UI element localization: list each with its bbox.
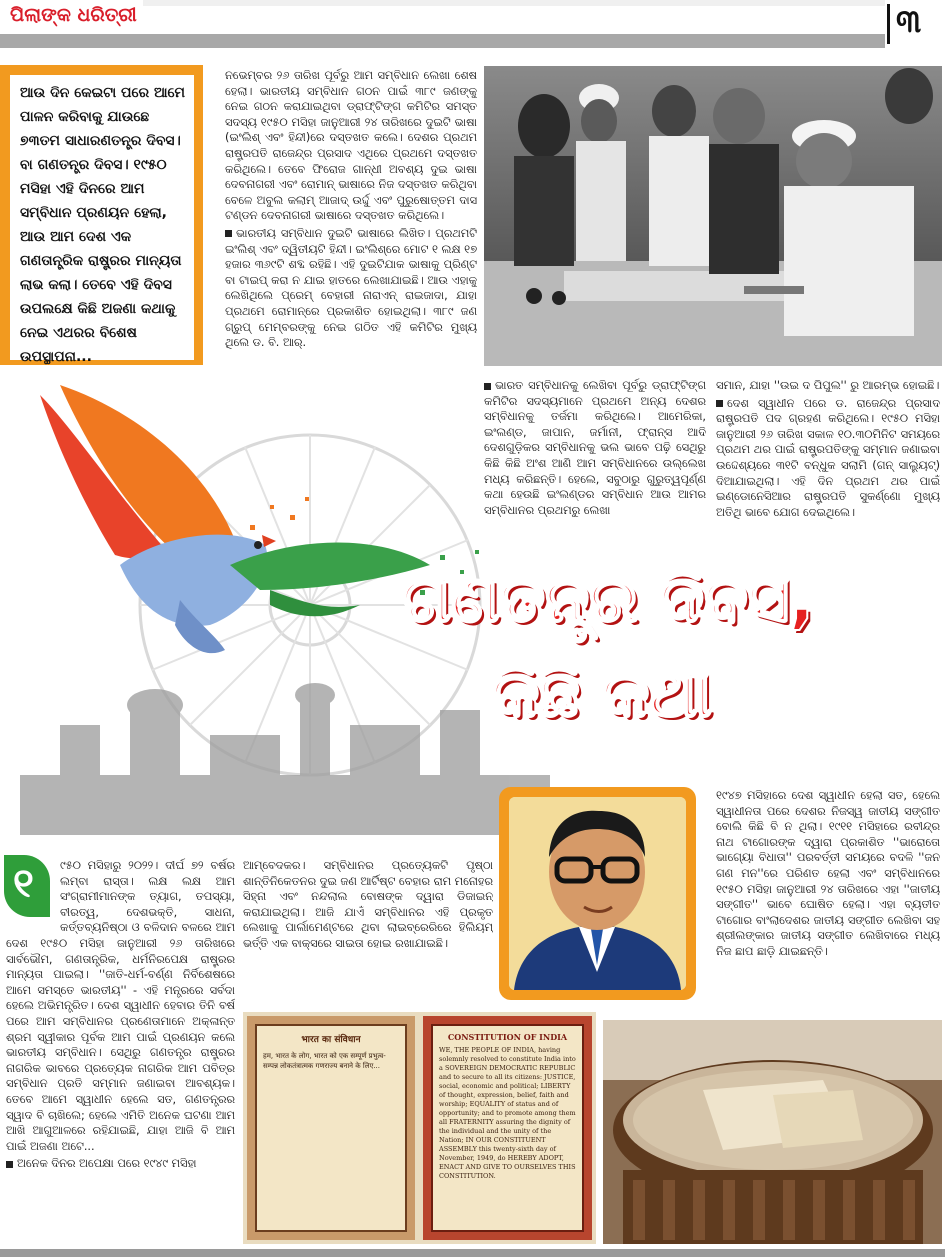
column-bottom-left-para2: ଅନେକ ଦିନର ଅପେକ୍ଷା ପରେ ୧୯୪୯ ମସିହା [17,1157,197,1171]
column-top-middle-para2-wrap [225,226,477,351]
column-bottom-middle-text: ଆମ୍ବେଦକର। ସମ୍ବିଧାନର ପ୍ରତ୍ୟେକଟି ପୃଷ୍ଠା ଶାନ୍ତିନିକେତନର ଦୁଇ ଜଣ ଆର୍ଟିଷ୍ଟ ବେହାର ରାମ ମନୋହର ସିହ୍ନା ଏବଂ ନନ୍ଦଲାଲ ବୋଷଙ୍କ ଦ୍ୱାରା ଡିଜାଇନ୍ କରାଯାଇଥିଲା। ଆଜି ଯାଏଁ ସମ୍ବିଧାନର ଏହି ପ୍ରକୃତ ଲେଖାକୁ ପାର୍ଲାମେଣ୍ଟରେ ଥିବା ଲାଇବ୍ରେରିରେ ହିଲିୟମ୍ ଭର୍ତ୍ତି ଏକ ବାକ୍ସରେ ସାଇତା ହୋଇ ରଖାଯାଇଛି। [243,859,493,950]
bullet-icon [6,1161,13,1168]
manuscript-hindi-border [255,1024,407,1232]
signing-photo-art [484,66,942,366]
intro-text: ଆଉ ଦିନ କେଇଟା ପରେ ଆମେ ପାଳନ କରିବାକୁ ଯାଉଛେ ୭୩ତମ ସାଧାରଣତନ୍ତ୍ର ଦିବସ। ବା ଗଣତନ୍ତ୍ର ଦିବସ। ୧୯୫୦ ମସିହା ଏହି ଦିନରେ ଆମ ସମ୍ବିଧାନ ପ୍ରଣୟନ ହେଲା, ଆଉ ଆମ ଦେଶ ଏକ ଗଣତାନ୍ତ୍ରିକ ରାଷ୍ଟ୍ରର ମାନ୍ୟତା ଲାଭ କଲା। ତେବେ ଏହି ଦିବସ ଉପଲକ୍ଷେ କିଛି ଅଜଣା କଥାକୁ ନେଇ ଏଥରର ବିଶେଷ ଉପସ୍ଥାପନା... [20,85,186,365]
bullet-icon [225,230,232,237]
header-gray-rule [0,34,885,48]
headline-line2: କିଛି କଥା [492,658,712,732]
column-anthem-text: ୧୯୪୭ ମସିହାରେ ଦେଶ ସ୍ୱାଧୀନ ହେଲା ସତ, ହେଲେ ସ୍ୱାଧୀନତା ପରେ ଦେଶର ନିଜସ୍ୱ ଜାତୀୟ ସଙ୍ଗୀତ ବୋଲି କିଛି ବି ନ ଥିଲା। ୧୯୧୧ ମସିହାରେ ରବୀନ୍ଦ୍ର ନାଥ ଟାଗୋରଙ୍କ ଦ୍ୱାରା ପ୍ରକାଶିତ ''ଭାରୋତୋ ଭାଗ୍ୟୋ ବିଧାତା'' ପରବର୍ତ୍ତୀ ସମୟରେ ବଦଳି ''ଜନ ଗଣ ମନ''ରେ ପରିଣତ ହେଲା ଏବଂ ସମ୍ବିଧାନରେ ୧୯୫୦ ମସିହା ଜାନୁଆରୀ ୨୪ ତାରିଖରେ ଏହା ''ଜାତୀୟ ସଙ୍ଗୀତ'' ଭାବେ ଘୋଷିତ ହେଲା। ଏହା ବ୍ୟତୀତ ଟାଗୋର ବାଂଲାଦେଶର ଜାତୀୟ ସଙ୍ଗୀତ ଲେଖିବା ସହ ଶ୍ରୀଲଙ୍କାର ଜାତୀୟ ସଙ୍ଗୀତ ଲେଖିବାରେ ମଧ୍ୟ ନିଜ ଛାପ ଛାଡ଼ି ଯାଇଛନ୍ତି। [716,789,940,958]
manuscript-english-page [423,1016,592,1240]
page-number-divider [887,4,890,44]
header-bar [0,0,945,52]
ambedkar-portrait-art [509,797,686,990]
column-bottom-left-para1: ୯୫୦ ମସିହାରୁ ୨୦୨୨। ଦୀର୍ଘ ୭୨ ବର୍ଷର ଲମ୍ବା ରାସ୍ତା। ଲକ୍ଷ ଲକ୍ଷ ଆମ ସଂଗ୍ରାମୀମାନଙ୍କ ତ୍ୟାଗ, ତପସ୍ୟା, ବୀରତ୍ୱ, ଦେଶଭକ୍ତି, ସାଧନା, କର୍ତ୍ତବ୍ୟନିଷ୍ଠା ଓ ବଳିଦାନ ବଳରେ ଆମ ଦେଶ ୧୯୫୦ ମସିହା ଜାନୁଆରୀ ୨୬ ତାରିଖରେ ସାର୍ବଭୌମ, ଗଣତାନ୍ତ୍ରିକ, ଧର୍ମନିରପେକ୍ଷ ରାଷ୍ଟ୍ରର ମାନ୍ୟତା ପାଇଲା। ''ଜାତି-ଧର୍ମ-ବର୍ଣ୍ଣ ନିର୍ବିଶେଷରେ ଆମେ ସମସ୍ତେ ଭାରତୀୟ'' - ଏହି ମନ୍ତ୍ରରେ ସର୍ବଦା ହେଲେ ଅଭିମନ୍ତ୍ରିତ। ଦେଶ ସ୍ୱାଧୀନ ହେବାର ତିନି ବର୍ଷ ପରେ ଆମ ସମ୍ବିଧାନର ପ୍ରଣେତାମାନେ ଅକ୍ଳାନ୍ତ ଶ୍ରମ ସ୍ୱୀକାର ପୂର୍ବକ ଆମ ପାଇଁ ପ୍ରଣୟନ କଲେ ଭାରତୀୟ ସମ୍ବିଧାନ। ସେଥିରୁ ଗଣତନ୍ତ୍ର ରାଷ୍ଟ୍ରର ନାଗରିକ ଭାବରେ ପ୍ରତ୍ୟେକ ନାଗରିକ ଆମ ପବିତ୍ର ସମ୍ବିଧାନ ପ୍ରତି ସମ୍ମାନ ଜଣାଇବା ଆବଶ୍ୟକ। ତେବେ ଆମେ ସ୍ୱାଧୀନ ହେଲେ ସତ, ଗଣତନ୍ତ୍ରର ସ୍ୱାଦ ବି ଚାଖିଲେ; ହେଲେ ଏମିତି ଅନେକ ଘଟଣା ଆମ ଆଖି ଆଗୁଆଳରେ ରହିଯାଇଛି, ଯାହା ଆଜି ବି ଆମ ପାଇଁ ଅଜଣା ଅଟେ... [6,859,235,1153]
column-right-top-para1: ସମାନ, ଯାହା ''ଉଇ ଦ ପିପୁଲ'' ରୁ ଆରମ୍ଭ ହୋଇଛି। [716,379,940,392]
intro-text-panel [10,75,194,365]
manuscript-hindi-title: भारत का संविधान [301,1035,361,1045]
headline [402,555,942,770]
footer-rule [0,1249,945,1257]
manuscript-english-text: WE, THE PEOPLE OF INDIA, having solemnly resolved to constitute India into a SOVEREIGN DEMOCRATIC REPUBLIC and to secure to all its citizens: JUSTICE, social, economic and political; LIBERTY of thought, expression, belief, faith and worship; EQUALITY of status and of opportunity; and to promote among them all FRATERNITY assuring the dignity of the individual and the unity of the Nation; IN OUR CONSTITUENT ASSEMBLY this twenty-sixth day of November, 1949, do HEREBY ADOPT, ENACT AND GIVE TO OURSELVES THIS CONSTITUTION. [439,1046,576,1180]
header-orange-strip [143,0,885,6]
signing-photo [484,66,942,366]
manuscript-hindi-text: हम, भारत के लोग, भारत को एक सम्पूर्ण प्रभुत्व-सम्पन्न लोकतंत्रात्मक गणराज्य बनाने के लिए... [263,1052,386,1070]
headline-line1: ଗଣତନ୍ତ୍ର ଦିବସ, [402,563,814,637]
manuscript-hindi-page [247,1016,415,1240]
constitution-manuscript [243,1012,596,1244]
column-under-photo-text: ଭାରତ ସମ୍ବିଧାନକୁ ଲେଖିବା ପୂର୍ବରୁ ଡ୍ରାଫ୍ଟିଙ୍ଗ କମିଟିର ସଦସ୍ୟମାନେ ପ୍ରଥମେ ଅନ୍ୟ ଦେଶର ସମ୍ବିଧାନକୁ ତର୍ଜମା କରିଥିଲେ। ଆମେରିକା, ଇଂଲଣ୍ଡ, ଜାପାନ, ଜର୍ମାନୀ, ଫ୍ରାନ୍ସ ଆଦି ଦେଶଗୁଡ଼ିକର ସମ୍ବିଧାନକୁ ଭଲ ଭାବେ ପଢ଼ି ସେଥିରୁ କିଛି କିଛି ଅଂଶ ଆଣି ଆମ ସମ୍ବିଧାନରେ ଉଲ୍ଲେଖ ମଧ୍ୟ କରିଛନ୍ତି। ହେଲେ, ସବୁଠାରୁ ଗୁରୁତ୍ୱପୂର୍ଣ୍ଣ କଥା ହେଉଛି ଇଂଲଣ୍ଡର ସମ୍ବିଧାନ ଆଉ ଆମର ସମ୍ବିଧାନର ପ୍ରଥମରୁ ଲେଖା [484,379,706,517]
column-bottom-middle [243,858,493,1003]
column-bottom-left-flow [6,858,235,1242]
constitution-case-art [603,1020,942,1244]
column-right-top [716,378,940,528]
column-right-top-para2: ଦେଶ ସ୍ୱାଧୀନ ପରେ ଡ. ରାଜେନ୍ଦ୍ର ପ୍ରସାଦ ରାଷ୍ଟ୍ରପତି ପଦ ଗ୍ରହଣ କରିଥିଲେ। ୧୯୫୦ ମସିହା ଜାନୁଆରୀ ୨୬ ତାରିଖ ସକାଳ ୧୦.୩୦ମିନିଟ ସମୟରେ ପ୍ରଥମ ଥର ପାଇଁ ରାଷ୍ଟ୍ରପତିଙ୍କୁ ସମ୍ମାନ ଜଣାଇବା ଉଦ୍ଦେଶ୍ୟରେ ୩୧ଟି ବନ୍ଧୁକ ସଲାମି (ଗନ୍ ସାଲ୍ୟୁଟ୍) ଦିଆଯାଇଥିଲା। ଏହି ଦିନ ପ୍ରଥମ ଥର ପାଇଁ ଇଣ୍ଡୋନେସିଆର ରାଷ୍ଟ୍ରପତି ସୁକର୍ଣ୍ଣୋ ମୁଖ୍ୟ ଅତିଥି ଭାବେ ଯୋଗ ଦେଇଥିଲେ। [716,396,940,519]
column-top-middle-para2: ଭାରତୀୟ ସମ୍ବିଧାନ ଦୁଇଟି ଭାଷାରେ ଲିଖିତ। ପ୍ରଥମଟି ଇଂଲିଶ୍ ଏବଂ ଦ୍ୱିତୀୟଟି ହିନ୍ଦୀ। ଇଂଲିଶ୍‌ରେ ମୋଟ ୧ ଲକ୍ଷ ୧୭ ହଜାର ୩୬୯ଟି ଶବ୍ଦ ରହିଛି। ଏହି ଦୁଇଟିଯାକ ଭାଷାକୁ ପ୍ରିଣ୍ଟ ବା ଟାଇପ୍ କରା ନ ଯାଇ ହାତରେ ଲେଖାଯାଇଛି। ଆଉ ଏହାକୁ ଲେଖିଥିଲେ ପ୍ରେମ୍ ବେହାରୀ ନାରାଏନ୍ ରାଇଜାଦା, ଯାହା ପ୍ରଥମେ ରୋମାନ୍‌ରେ ପ୍ରକାଶିତ ହୋଇଥିଲା। ୩୮୯ ଜଣ ଗ୍ରୁପ୍ ମେମ୍ବରଙ୍କୁ ନେଇ ଗଠିତ ଏହି କମିଟିର ମୁଖ୍ୟ ଥିଲେ ଡ. ବି. ଆର୍. [225,226,477,350]
constitution-case-photo [603,1020,942,1244]
header-logo-text: ପିଲାଙ୍କ ଧରିତ୍ରୀ [10,4,137,26]
page-number: ୩ [896,2,922,40]
manuscript-english-border [431,1024,584,1232]
dropcap-spacer [6,858,60,922]
manuscript-english-title: CONSTITUTION OF INDIA [447,1032,568,1042]
column-anthem [716,788,940,1013]
column-right-top-para2-wrap [716,396,940,521]
dropcap-glyph: ୧ [13,861,34,907]
column-bottom-left-para2-wrap [6,1156,235,1172]
ambedkar-portrait [509,797,686,990]
header-logo [0,0,143,35]
column-top-middle-para1: ନଭେମ୍ବର ୨୬ ତାରିଖ ପୂର୍ବରୁ ଆମ ସମ୍ବିଧାନ ଲେଖା ଶେଷ ହେଲା। ଭାରତୀୟ ସମ୍ବିଧାନ ଗଠନ ପାଇଁ ୩୮୯ ଜଣଙ୍କୁ ନେଇ ଗଠନ କରାଯାଇଥିବା ଡ୍ରାଫ୍ଟିଙ୍ଗ କମିଟିର ସମସ୍ତ ସଦସ୍ୟ ୧୯୫୦ ମସିହା ଜାନୁଆରୀ ୨୪ ତାରିଖରେ ଦୁଇଟି ଭାଷା (ଇଂଲିଶ୍ ଏବଂ ହିନ୍ଦୀ)ରେ ଦସ୍ତଖତ କଲେ। ଦେଶର ପ୍ରଥମ ରାଷ୍ଟ୍ରପତି ରାଜେନ୍ଦ୍ର ପ୍ରସାଦ ଏଥିରେ ପ୍ରଥମେ ଦସ୍ତଖତ କରିଥିଲେ। ତେବେ ଫିରୋଜ ଗାନ୍ଧୀ ଅବଶ୍ୟ ଦୁଇ ଭାଷା ଦେବନାଗରୀ ଏବଂ ରୋମାନ୍ ଭାଷାରେ ନିଜ ଦସ୍ତଖତ କରିଥିବା ବେଳେ ଅବୁଲ କଲାମ୍ ଆଜାଦ୍ ଉର୍ଦ୍ଦୁ ଏବଂ ପୁରୁଷୋତ୍ତମ ଦାସ ଟଣ୍ଡନ ଦେବନାଗରୀ ଭାଷାରେ ଦସ୍ତଖତ କରିଥିଲେ। [225,69,477,223]
bullet-icon [716,400,723,407]
